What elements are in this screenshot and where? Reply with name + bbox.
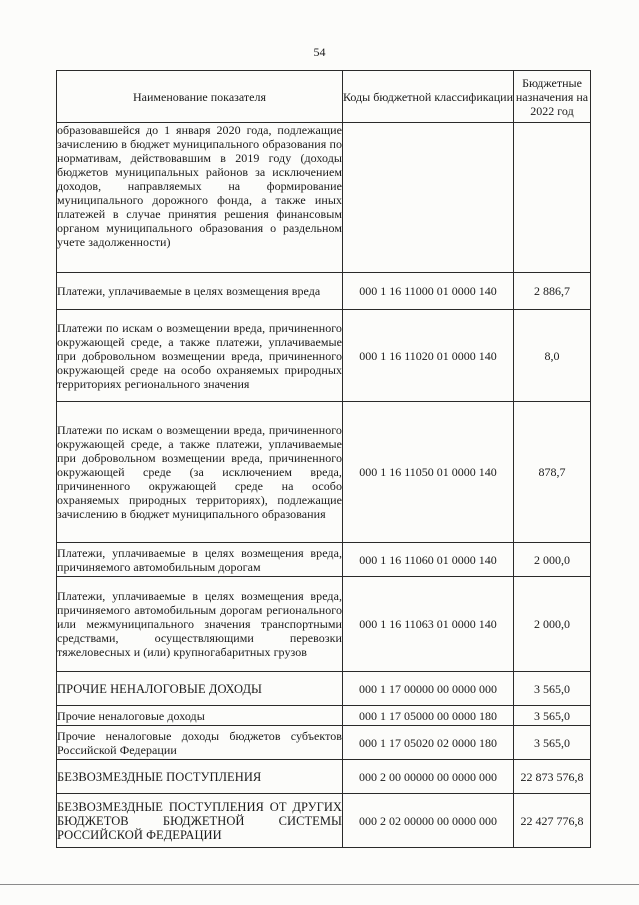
row-name: Платежи по искам о возмещении вреда, причиненного окружающей среде, а также платежи, уплачиваемые при добровольном возмещении вреда, причиненного окружающей среде на особо охраняемых природных территориях регионального значения <box>57 310 343 402</box>
page-bottom-rule <box>0 884 639 885</box>
table-row <box>57 577 591 672</box>
table-row <box>57 123 591 273</box>
row-value: 2 886,7 <box>514 273 591 310</box>
row-value <box>514 123 591 273</box>
table-row <box>57 760 591 794</box>
row-code: 000 1 17 05020 02 0000 180 <box>343 726 514 760</box>
header-value: Бюджетные назначения на 2022 год <box>514 71 591 123</box>
table-row <box>57 706 591 726</box>
row-code: 000 1 16 11063 01 0000 140 <box>343 577 514 672</box>
table-row <box>57 310 591 402</box>
row-code: 000 1 17 00000 00 0000 000 <box>343 672 514 706</box>
row-code: 000 1 16 11060 01 0000 140 <box>343 543 514 577</box>
row-name: БЕЗВОЗМЕЗДНЫЕ ПОСТУПЛЕНИЯ <box>57 760 343 794</box>
row-code: 000 2 02 00000 00 0000 000 <box>343 794 514 848</box>
row-code: 000 1 16 11020 01 0000 140 <box>343 310 514 402</box>
page-number: 54 <box>313 45 326 59</box>
table-row <box>57 726 591 760</box>
row-value: 22 873 576,8 <box>514 760 591 794</box>
row-name: Платежи, уплачиваемые в целях возмещения вреда, причиняемого автомобильным дорогам регионального или межмуниципального значения транспортными средствами, осуществляющими перевозки тяжеловесных и (или) крупногабаритных грузов <box>57 577 343 672</box>
header-code: Коды бюджетной классификации <box>343 71 514 123</box>
row-value: 3 565,0 <box>514 706 591 726</box>
table-row <box>57 672 591 706</box>
table-row <box>57 794 591 848</box>
row-value: 2 000,0 <box>514 543 591 577</box>
table-header-row <box>57 71 591 123</box>
row-value: 22 427 776,8 <box>514 794 591 848</box>
row-code: 000 1 16 11050 01 0000 140 <box>343 402 514 543</box>
row-name: Платежи по искам о возмещении вреда, причиненного окружающей среде, а также платежи, уплачиваемые при добровольном возмещении вреда, причиненного окружающей среде (за исключением вреда, причиненного окружающей среде на особо охраняемых природных территориях), подлежащие зачислению в бюджет муниципального образования <box>57 402 343 543</box>
table-row <box>57 402 591 543</box>
table-row <box>57 543 591 577</box>
budget-table <box>56 70 591 848</box>
row-code: 000 2 00 00000 00 0000 000 <box>343 760 514 794</box>
row-value: 2 000,0 <box>514 577 591 672</box>
row-value: 878,7 <box>514 402 591 543</box>
row-code: 000 1 17 05000 00 0000 180 <box>343 706 514 726</box>
header-name: Наименование показателя <box>57 71 343 123</box>
row-name: образовавшейся до 1 января 2020 года, подлежащие зачислению в бюджет муниципального образования по нормативам, действовавшим в 2019 году (доходы бюджетов муниципальных районов за исключением доходов, направляемых на формирование муниципального дорожного фонда, а также иных платежей в случае принятия решения финансовым органом муниципального образования о раздельном учете задолженности) <box>57 123 343 273</box>
table-row <box>57 273 591 310</box>
row-name: ПРОЧИЕ НЕНАЛОГОВЫЕ ДОХОДЫ <box>57 672 343 706</box>
row-value: 3 565,0 <box>514 726 591 760</box>
row-code <box>343 123 514 273</box>
row-name: Прочие неналоговые доходы <box>57 706 343 726</box>
row-name: Платежи, уплачиваемые в целях возмещения вреда, причиняемого автомобильным дорогам <box>57 543 343 577</box>
row-name: БЕЗВОЗМЕЗДНЫЕ ПОСТУПЛЕНИЯ ОТ ДРУГИХ БЮДЖЕТОВ БЮДЖЕТНОЙ СИСТЕМЫ РОССИЙСКОЙ ФЕДЕРАЦИИ <box>57 794 343 848</box>
row-name: Прочие неналоговые доходы бюджетов субъектов Российской Федерации <box>57 726 343 760</box>
row-code: 000 1 16 11000 01 0000 140 <box>343 273 514 310</box>
row-name: Платежи, уплачиваемые в целях возмещения вреда <box>57 273 343 310</box>
row-value: 8,0 <box>514 310 591 402</box>
row-value: 3 565,0 <box>514 672 591 706</box>
